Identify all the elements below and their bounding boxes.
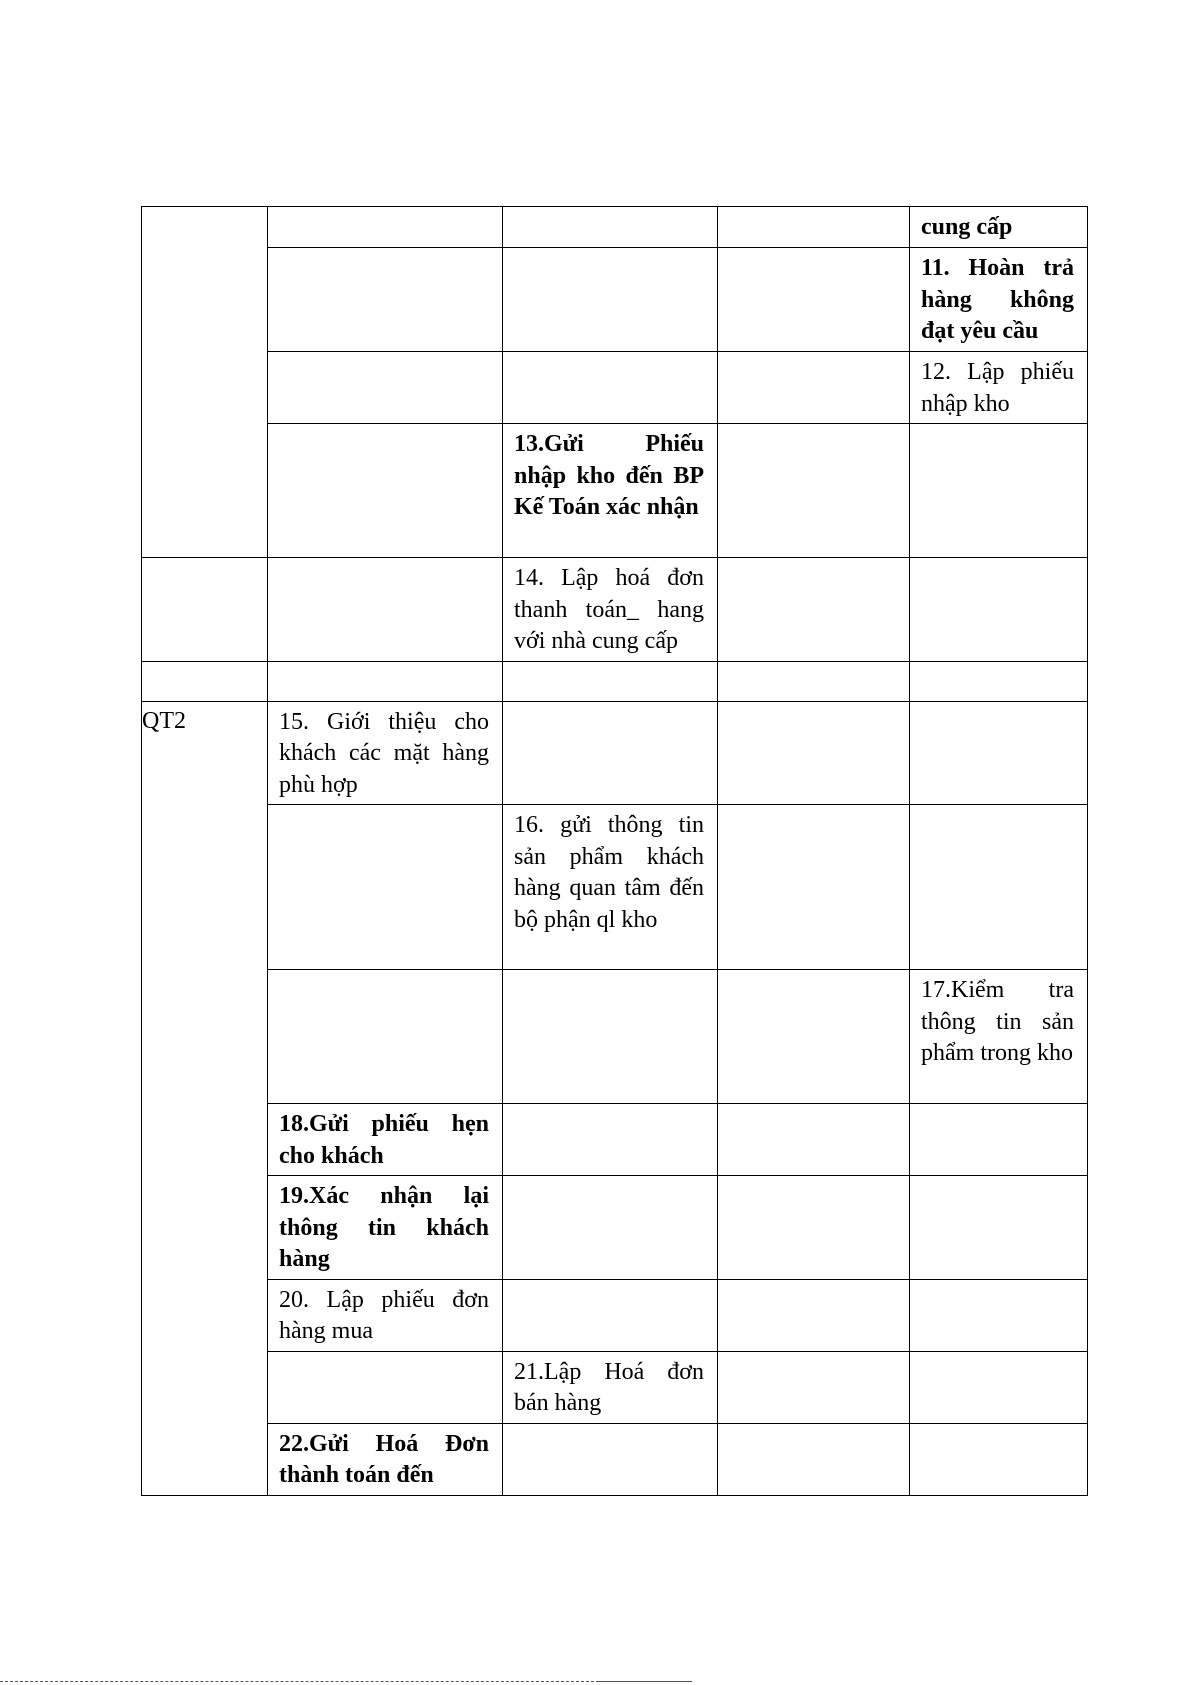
table-cell: 15. Giới thiệu cho khách các mặt hàng phù hợp xyxy=(268,701,503,805)
table-cell xyxy=(718,1104,910,1176)
table-row xyxy=(142,1351,1088,1423)
table-cell xyxy=(503,248,718,352)
table-cell xyxy=(503,1104,718,1176)
table-cell: 16. gửi thông tin sản phẩm khách hàng quan tâm đến bộ phận ql kho xyxy=(503,805,718,970)
table-row xyxy=(142,805,1088,970)
table-cell xyxy=(268,207,503,248)
table-cell: 13.Gửi Phiếu nhập kho đến BP Kế Toán xác nhận xyxy=(503,424,718,558)
table-row xyxy=(142,701,1088,805)
table-cell xyxy=(910,1104,1088,1176)
table-cell xyxy=(268,558,503,662)
table-cell xyxy=(718,1176,910,1280)
table-row xyxy=(142,1104,1088,1176)
table-cell: 18.Gửi phiếu hẹn cho khách xyxy=(268,1104,503,1176)
table-row xyxy=(142,248,1088,352)
table-cell xyxy=(268,805,503,970)
process-cell-qt2: QT2 xyxy=(142,701,268,1495)
table-cell xyxy=(910,805,1088,970)
table-cell: 19.Xác nhận lại thông tin khách hàng xyxy=(268,1176,503,1280)
table-cell xyxy=(718,207,910,248)
table-cell xyxy=(718,1279,910,1351)
table-cell xyxy=(718,701,910,805)
table-row xyxy=(142,970,1088,1104)
table-cell: 17.Kiểm tra thông tin sản phẩm trong kho xyxy=(910,970,1088,1104)
table-cell xyxy=(503,207,718,248)
table-cell xyxy=(910,701,1088,805)
table-cell xyxy=(503,1176,718,1280)
table-cell xyxy=(718,558,910,662)
process-flow-table xyxy=(141,206,1088,1496)
table-row xyxy=(142,207,1088,248)
footer-divider xyxy=(596,1681,692,1682)
table-cell: cung cấp xyxy=(910,207,1088,248)
table-row xyxy=(142,1176,1088,1280)
table-row xyxy=(142,1279,1088,1351)
table-cell xyxy=(503,352,718,424)
table-row xyxy=(142,352,1088,424)
table-cell xyxy=(718,1423,910,1495)
table-cell: 21.Lập Hoá đơn bán hàng xyxy=(503,1351,718,1423)
table-cell xyxy=(718,1351,910,1423)
table-cell xyxy=(268,424,503,558)
table-row xyxy=(142,424,1088,558)
table-cell xyxy=(718,805,910,970)
process-cell xyxy=(142,558,268,662)
table-cell xyxy=(910,661,1088,701)
table-row xyxy=(142,661,1088,701)
table-cell xyxy=(503,1279,718,1351)
table-cell xyxy=(910,1279,1088,1351)
table-cell xyxy=(718,248,910,352)
table-cell xyxy=(268,1351,503,1423)
table-cell: 22.Gửi Hoá Đơn thành toán đến xyxy=(268,1423,503,1495)
table-cell: 11. Hoàn trả hàng không đạt yêu cầu xyxy=(910,248,1088,352)
table-cell xyxy=(718,661,910,701)
table-row xyxy=(142,558,1088,662)
table-cell xyxy=(910,1351,1088,1423)
table-cell: 12. Lập phiếu nhập kho xyxy=(910,352,1088,424)
table-row xyxy=(142,1423,1088,1495)
table-cell xyxy=(268,970,503,1104)
table-cell: 20. Lập phiếu đơn hàng mua xyxy=(268,1279,503,1351)
table-cell xyxy=(718,424,910,558)
table-cell xyxy=(718,352,910,424)
table-cell xyxy=(503,661,718,701)
table-cell xyxy=(718,970,910,1104)
table-cell xyxy=(503,701,718,805)
table-cell xyxy=(910,424,1088,558)
process-cell xyxy=(142,207,268,558)
footer-divider xyxy=(0,1681,594,1682)
table-cell xyxy=(268,661,503,701)
table-cell xyxy=(503,970,718,1104)
table-cell xyxy=(268,352,503,424)
table-cell xyxy=(268,248,503,352)
table-cell xyxy=(910,1176,1088,1280)
table-cell xyxy=(910,1423,1088,1495)
table-cell xyxy=(910,558,1088,662)
table-cell xyxy=(503,1423,718,1495)
process-cell xyxy=(142,661,268,701)
table-cell: 14. Lập hoá đơn thanh toán_ hang với nhà cung cấp xyxy=(503,558,718,662)
